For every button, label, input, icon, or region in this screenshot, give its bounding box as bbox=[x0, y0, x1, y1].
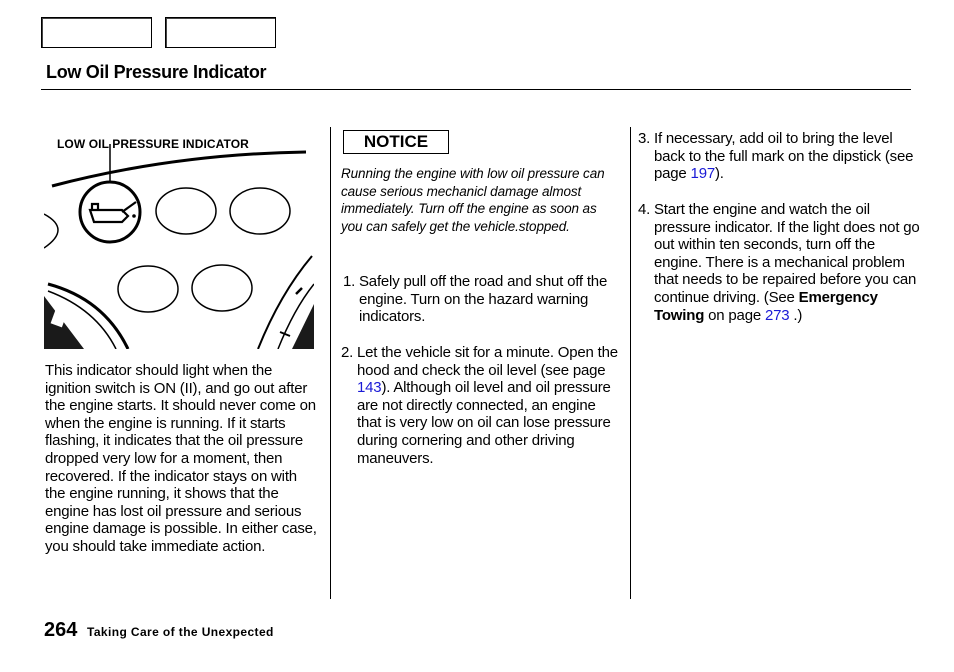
page-number: 264 bbox=[44, 619, 78, 641]
section-title: Taking Care of the Unexpected bbox=[87, 625, 274, 639]
step-item bbox=[638, 130, 916, 183]
page-link[interactable]: 143 bbox=[357, 379, 382, 397]
step-text: .) bbox=[789, 306, 803, 324]
next-page-button[interactable] bbox=[165, 17, 276, 48]
title-rule bbox=[41, 89, 911, 90]
step-number: 3. bbox=[638, 130, 651, 147]
step-text: on page bbox=[704, 306, 765, 324]
emergency-towing-reference: Emergency Towing bbox=[654, 288, 878, 324]
notice-heading: NOTICE bbox=[343, 130, 449, 154]
column-divider bbox=[330, 127, 331, 599]
oil-can-icon bbox=[80, 182, 140, 242]
step-text: Safely pull off the road and shut off the engine. Turn on the hazard warning indicators. bbox=[359, 273, 608, 326]
step-text: Start the engine and watch the oil pressure indicator. If the light does not go out within ten seconds, turn off the engine. There is a mechanical problem that needs to be repaired before you can continue driving. (See bbox=[654, 201, 920, 306]
step-text: ). Although oil level and oil pressure are not directly connected, an engine that is very low on oil can lose pressure during cornering and other driving maneuvers. bbox=[357, 379, 611, 467]
step-text: ). bbox=[714, 165, 724, 183]
step-number: 1. bbox=[343, 273, 356, 290]
instrument-panel-illustration bbox=[44, 144, 314, 349]
page-link[interactable]: 197 bbox=[690, 165, 715, 183]
step-item bbox=[343, 273, 619, 326]
page-title: Low Oil Pressure Indicator bbox=[46, 62, 267, 82]
step-item bbox=[638, 201, 920, 324]
step-item bbox=[341, 344, 619, 467]
step-number: 4. bbox=[638, 201, 651, 218]
column-divider bbox=[630, 127, 631, 599]
indicator-description: This indicator should light when the ignition switch is ON (II), and go out after the engine starts. It should never come on when the engine is running. If it starts flashing, it indicates that the oil pressure dropped very low for a moment, then recovered. If the indicator stays on with the engine running, it shows that the engine has lost oil pressure and serious engine damage is possible. In either case, you should take immediate action. bbox=[45, 362, 317, 555]
figure-label: LOW OIL PRESSURE INDICATOR bbox=[57, 137, 249, 151]
previous-page-button[interactable] bbox=[41, 17, 152, 48]
step-text: Let the vehicle sit for a minute. Open the hood and check the oil level (see page bbox=[357, 344, 618, 379]
page-link[interactable]: 273 bbox=[764, 306, 790, 324]
notice-text: Running the engine with low oil pressure can cause serious mechanicl damage almost immediately. Turn off the engine as soon as you can safely get the vehicle.stopped. bbox=[341, 166, 605, 234]
step-number: 2. bbox=[341, 344, 354, 361]
step-text: If necessary, add oil to bring the level back to the full mark on the dipstick (see page bbox=[654, 130, 914, 183]
